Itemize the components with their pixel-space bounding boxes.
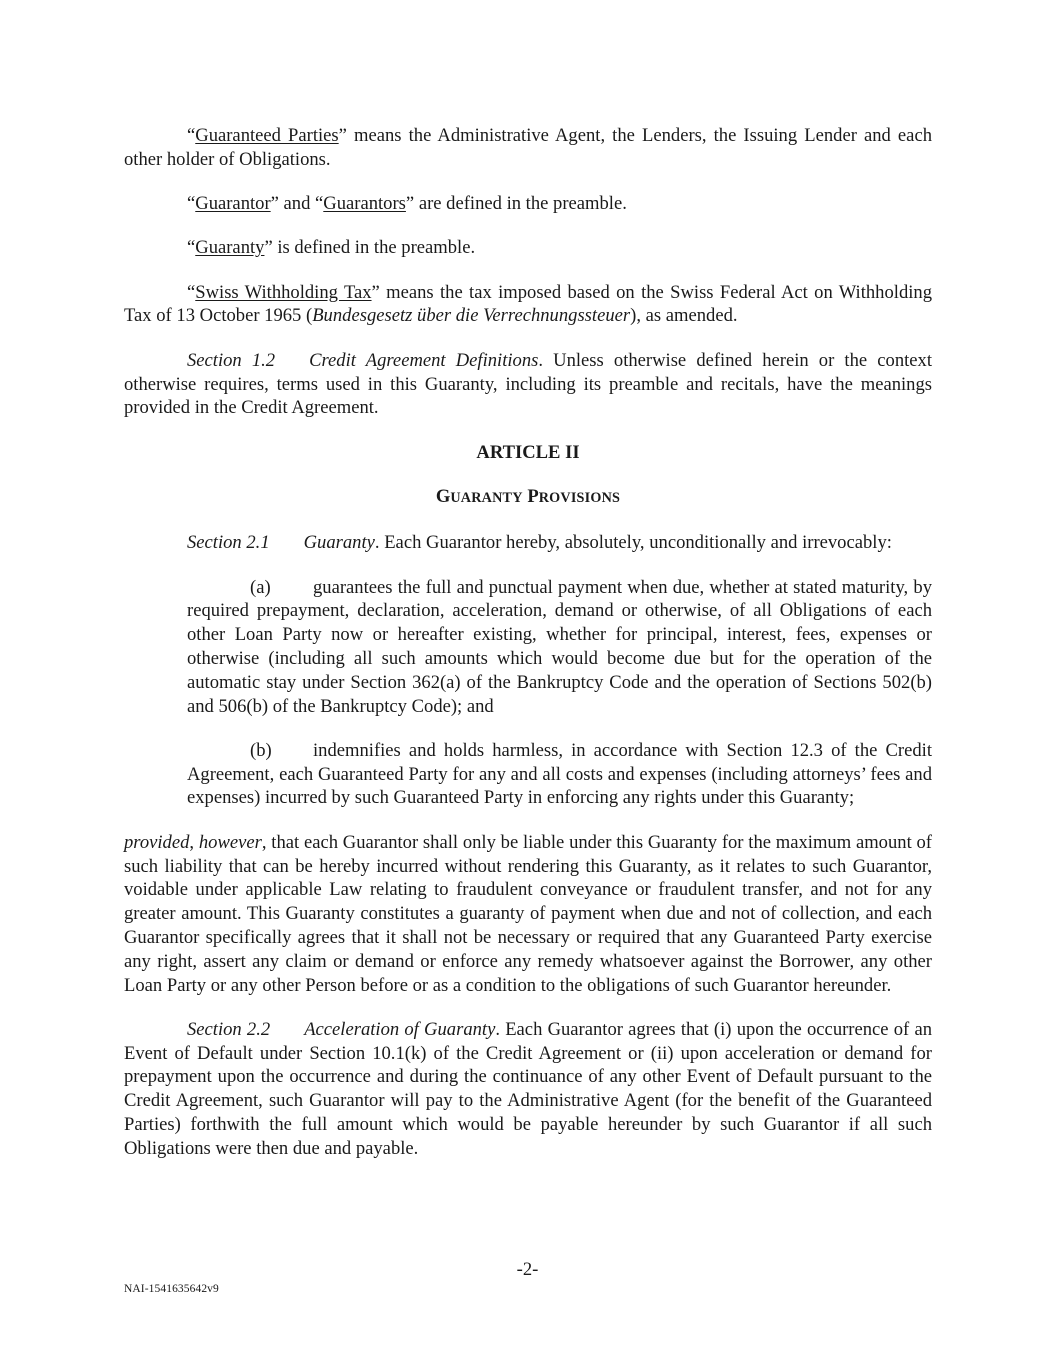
definition-guaranteed-parties: “Guaranteed Parties” means the Administrative Agent, the Lenders, the Issuing Lender and each other holder of Obligations. xyxy=(124,125,932,170)
definition-guarantor: “Guarantor” and “Guarantors” are defined in the preamble. xyxy=(187,193,627,215)
section-title: Guaranty xyxy=(303,532,375,554)
section-number: Section 2.1 xyxy=(187,532,270,554)
section-1-2: Section 1.2 Credit Agreement Definitions. Unless otherwise defined herein or the context otherwise requires, terms used in this Guaranty, including its preamble and recitals, have the meanings provided in the Credit Agreement. xyxy=(124,349,932,419)
defined-term: Guaranty xyxy=(195,237,265,259)
defined-term: Guaranteed Parties xyxy=(195,125,339,146)
document-page xyxy=(124,124,932,1181)
definition-guaranty: “Guaranty” is defined in the preamble. xyxy=(187,237,476,259)
defined-term: Guarantor xyxy=(195,193,271,215)
document-id: NAI-1541635642v9 xyxy=(124,1283,219,1295)
section-title: Credit Agreement Definitions xyxy=(309,349,539,371)
definition-swiss-withholding-tax: “Swiss Withholding Tax” means the tax imposed based on the Swiss Federal Act on Withholding Tax of 13 October 1965 (Bundesgesetz über die Verrechnungssteuer), as amended. xyxy=(124,281,932,327)
proviso-paragraph: provided, however, that each Guarantor shall only be liable under this Guaranty for the maximum amount of such liability that can be hereby incurred without rendering this Guaranty, as it relates to such Guarantor, voidable under applicable Law relating to fraudulent conveyance or fraudulent transfer, and not for any greater amount. This Guaranty constitutes a guaranty of payment when due and not of collection, and each Guarantor specifically agrees that it shall not be necessary or required that any Guaranteed Party exercise any right, assert any claim or demand or enforce any remedy whatsoever against the Borrower, any other Loan Party or any other Person before or as a condition to the obligations of such Guarantor hereunder. xyxy=(124,831,932,996)
article-subtitle: GUARANTY PROVISIONS xyxy=(435,485,621,507)
page-number: -2- xyxy=(516,1259,539,1280)
clause-b: (b) indemnifies and holds harmless, in accordance with Section 12.3 of the Credit Agreement, each Guaranteed Party for any and all costs and expenses (including attorneys’ fees and expenses) incurred by such Guaranteed Party in enforcing any rights under this Guaranty; xyxy=(187,739,932,809)
clause-label: (b) xyxy=(250,739,272,761)
clause-a: (a) guarantees the full and punctual payment when due, whether at stated maturity, by required prepayment, declaration, acceleration, demand or otherwise, of all Obligations of each other Loan Party now or hereafter existing, whether for principal, interest, fees, expenses or otherwise (including all such amounts which would become due but for the operation of the automatic stay under Section 362(a) of the Bankruptcy Code and the operation of Sections 502(b) and 506(b) of the Bankruptcy Code); and xyxy=(187,576,932,717)
section-number: Section 1.2 xyxy=(187,349,276,371)
section-2-2: Section 2.2 Acceleration of Guaranty. Each Guarantor agrees that (i) upon the occurrence of an Event of Default under Section 10.1(k) of the Credit Agreement or (ii) upon acceleration or demand for prepayment upon the occurrence and during the continuance of any other Event of Default pursuant to the Credit Agreement, such Guarantor will pay to the Administrative Agent (for the benefit of the Guaranteed Parties) forthwith the full amount which would be payable hereunder by such Guarantor if all such Obligations were then due and payable. xyxy=(124,1018,933,1159)
section-number: Section 2.2 xyxy=(187,1018,271,1040)
defined-term: Guarantors xyxy=(323,193,406,215)
defined-term: Swiss Withholding Tax xyxy=(195,281,372,303)
section-2-1: Section 2.1 Guaranty. Each Guarantor hereby, absolutely, unconditionally and irrevocably: xyxy=(187,532,892,554)
section-title: Acceleration of Guaranty xyxy=(304,1018,496,1040)
article-heading: ARTICLE II xyxy=(476,441,580,463)
clause-label: (a) xyxy=(250,576,271,598)
